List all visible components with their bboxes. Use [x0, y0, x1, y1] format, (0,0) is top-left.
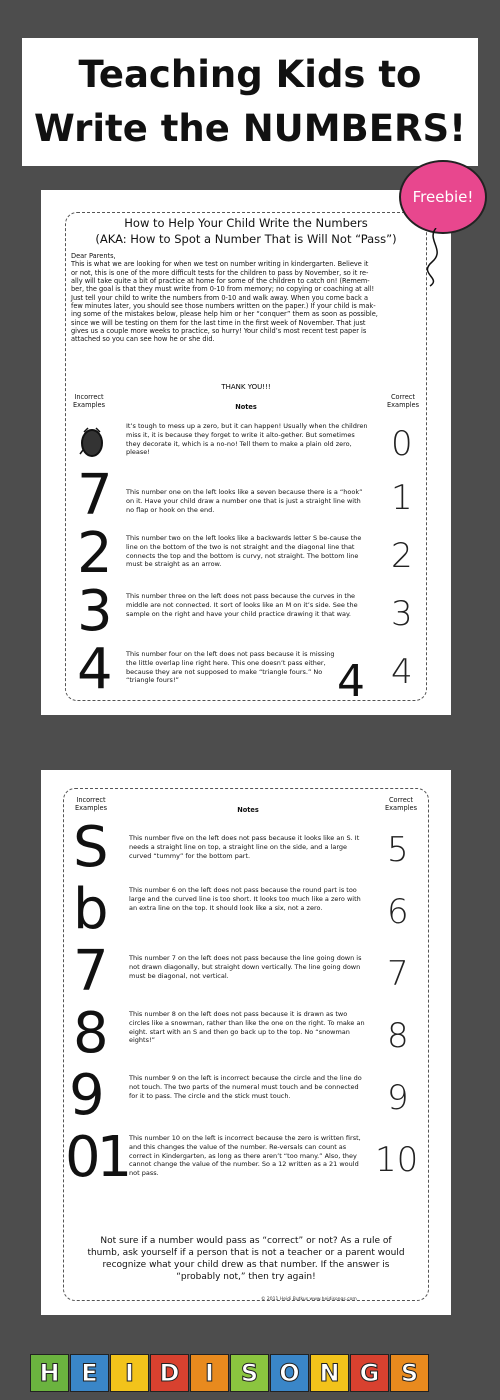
- row-note: This number three on the left does not pass because the curves in the middle are not connected. It sort of looks like an M on it’s side. See the sample on the right and have your child practice drawing it that way.: [126, 592, 358, 618]
- balloon-string-icon: [424, 228, 464, 288]
- logo-block: H: [30, 1354, 69, 1392]
- incorrect-example: 4: [77, 637, 113, 702]
- logo-block: G: [350, 1354, 389, 1392]
- incorrect-header-line: Incorrect: [76, 796, 106, 804]
- row-note: This number four on the left does not pass because it is missing the little overlap line right here. This one doesn’t pass either, because they are not supposed to make “triangle fours.” No “triangle fours!”: [126, 650, 335, 685]
- incorrect-example: 7: [77, 463, 113, 528]
- incorrect-header-line: Incorrect: [74, 393, 104, 401]
- incorrect-example: S: [73, 815, 109, 880]
- correct-header: [381, 796, 421, 812]
- letter-line: gives us a couple more weeks to practice, so hurry! Your child’s most recent test paper is: [71, 327, 367, 336]
- row-note: This number 8 on the left does not pass because it is drawn as two circles like a snowman, rather than like the one on the right. To make an eight. start with an S and then go back up to the top. No “snowman eights!”: [129, 1010, 365, 1045]
- row-note: This number 10 on the left is incorrect because the zero is written first, and this changes the value of the number. Re-versals can count as correct in Kindergarten, as long as there aren’t “too many.” Also, they cannot change the value of the number. So a 12 written as a 21 would not pass.: [129, 1134, 361, 1178]
- freebie-balloon: Freebie!: [399, 160, 487, 234]
- title-line-1: Teaching Kids to: [78, 53, 422, 96]
- logo-block: S: [390, 1354, 429, 1392]
- letter-line: Just tell your child to write the numbers from 0-10 and walk away. When you come back a: [71, 293, 368, 302]
- row-note: This number 6 on the left does not pass because the round part is too large and the curved line is too short. It looks too much like a zero with an extra line on the top. It should look like a six, not a zero.: [129, 886, 361, 912]
- logo-block: S: [230, 1354, 269, 1392]
- letter-line: or not, this is one of the more difficult tests for the children to pass by November, so it re-: [71, 268, 369, 277]
- correct-example: 1: [391, 478, 413, 518]
- incorrect-example: b: [73, 877, 109, 942]
- incorrect-example: 8: [73, 1001, 109, 1066]
- handout-page-1: [41, 190, 451, 715]
- correct-example: 7: [387, 954, 409, 994]
- copyright: © 2011 Heidi Butkus www.heidisongs.com: [261, 1297, 357, 1302]
- row-note: This number one on the left looks like a seven because there is a “hook” on it. Have your child draw a number one that is just a straight line with no flap or hook on the end.: [126, 488, 363, 514]
- logo-block: I: [110, 1354, 149, 1392]
- thank-you: THANK YOU!!!: [221, 383, 271, 391]
- incorrect-example: 3: [77, 579, 113, 644]
- letter-line: ally will take quite a bit of practice at home for some of the children to catch on! (Remem-: [71, 277, 370, 286]
- correct-example: 8: [387, 1016, 409, 1056]
- incorrect-example: 01: [65, 1125, 129, 1190]
- incorrect-example: 2: [77, 521, 113, 586]
- incorrect-header: [69, 393, 109, 409]
- notes-header: Notes: [235, 403, 257, 411]
- notes-header: Notes: [237, 806, 259, 814]
- table-row: [41, 637, 451, 707]
- row-note: This number 7 on the left does not pass because the line going down is not drawn diagonally, but straight down vertically. The line going down must be diagonal, not vertical.: [129, 954, 362, 980]
- table-row: [41, 1001, 451, 1066]
- correct-example: 5: [387, 830, 409, 870]
- letter-line: ber, the goal is that they must write from 0-10 from memory; no copying or coaching at all!: [71, 285, 375, 294]
- handout-subtitle: (AKA: How to Spot a Number That is Will Not “Pass”): [95, 232, 397, 246]
- correct-example: 10: [375, 1140, 419, 1180]
- parent-letter: [71, 252, 421, 344]
- triangle-four-example: 4: [337, 656, 365, 707]
- heidisongs-logo: [30, 1354, 470, 1394]
- correct-example: 9: [387, 1078, 409, 1118]
- poster-title: [22, 38, 478, 166]
- incorrect-header-line: Examples: [74, 804, 108, 812]
- logo-block: D: [150, 1354, 189, 1392]
- correct-header-line: Correct: [388, 796, 414, 804]
- letter-line: few minutes later, you should see those numbers written on the paper.) If your child is mak-: [71, 302, 376, 311]
- table-row: [41, 939, 451, 1004]
- correct-example: 6: [387, 892, 409, 932]
- row-note: It’s tough to mess up a zero, but it can happen! Usually when the children miss it, it is because they forget to write it alto-gether. But sometimes they decorate it, which is a no-no! Tell them to make a plain old zero, please!: [126, 422, 368, 457]
- table-row: [41, 815, 451, 880]
- incorrect-example: 9: [69, 1063, 99, 1128]
- incorrect-header: [71, 796, 111, 812]
- correct-header-line: Correct: [390, 393, 416, 401]
- letter-line: Dear Parents,: [71, 252, 116, 260]
- handout-title: How to Help Your Child Write the Numbers: [124, 216, 368, 230]
- letter-line: This is what we are looking for when we test on number writing in kindergarten. Believe it: [71, 260, 369, 269]
- correct-header-line: Examples: [386, 401, 420, 409]
- logo-block: E: [70, 1354, 109, 1392]
- letter-line: attached so you can see how he or she did.: [71, 335, 215, 344]
- logo-block: N: [310, 1354, 349, 1392]
- table-row: [41, 877, 451, 942]
- table-row: [41, 1125, 451, 1190]
- correct-example: 3: [391, 594, 413, 634]
- decorated-zero-drawing: [79, 426, 105, 460]
- table-row: [41, 1063, 451, 1128]
- handout-page-2: [41, 770, 451, 1315]
- letter-line: ing some of the mistakes below, please help him or her “conquer” them as soon as possible,: [71, 310, 378, 319]
- correct-example: 2: [391, 536, 413, 576]
- closing-advice: Not sure if a number would pass as “correct” or not? As a rule of thumb, ask yourself if a person that is not a teacher or a parent would recognize what your child drew as that number. If the answer is “probably not,” then try again!: [87, 1236, 405, 1282]
- row-note: This number 9 on the left is incorrect because the circle and the line do not touch. The two parts of the numeral must touch and be connected for it to pass. The circle and the stick must touch.: [129, 1074, 362, 1100]
- incorrect-example: 7: [73, 939, 109, 1004]
- correct-header-line: Examples: [384, 804, 418, 812]
- logo-block: O: [270, 1354, 309, 1392]
- correct-example: 4: [391, 652, 413, 692]
- correct-header: [383, 393, 423, 409]
- row-note: This number five on the left does not pass because it looks like an S. It needs a straight line on top, a straight line on the side, and a large curved “tummy” for the bottom part.: [129, 834, 360, 860]
- incorrect-header-line: Examples: [72, 401, 106, 409]
- title-line-2: Write the NUMBERS!: [33, 107, 467, 150]
- correct-example: 0: [391, 424, 413, 464]
- row-note: This number two on the left looks like a backwards letter S be-cause the line on the bottom of the two is not straight and the diagonal line that connects the top and the bottom is curvy, not straight. The bottom line must be straight as an arrow.: [126, 534, 362, 569]
- logo-block: I: [190, 1354, 229, 1392]
- letter-line: since we will be testing on them for the last time in the first week of November. That just: [71, 318, 366, 327]
